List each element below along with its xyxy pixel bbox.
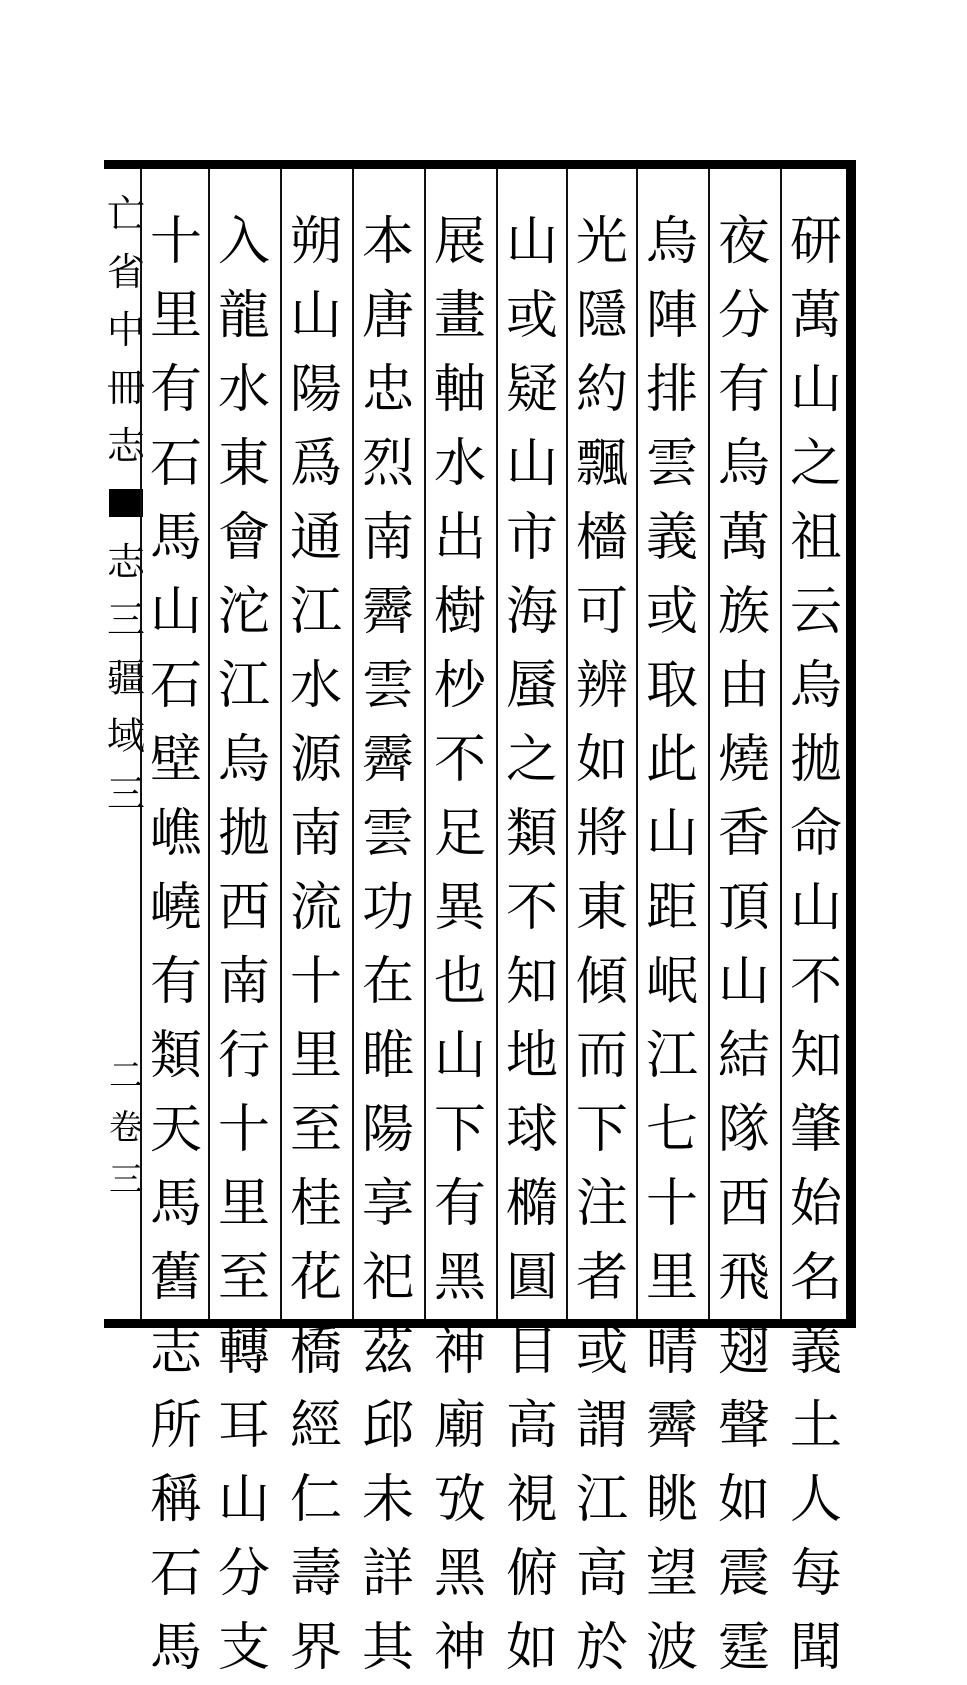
glyph: 入 [217, 212, 270, 272]
glyph: 如 [717, 1470, 770, 1530]
glyph: 或 [505, 286, 558, 346]
glyph: 東 [217, 434, 270, 494]
glyph: 霽 [645, 1396, 698, 1456]
glyph: 每 [789, 1544, 842, 1604]
glyph: 聲 [717, 1396, 770, 1456]
glyph: 山 [433, 1026, 486, 1086]
glyph: 山 [289, 286, 342, 346]
column-rule [424, 169, 426, 1319]
glyph: 知 [789, 1026, 842, 1086]
glyph: 如 [505, 1618, 558, 1678]
glyph: 知 [505, 952, 558, 1012]
glyph: 石 [149, 1544, 202, 1604]
glyph: 茲 [361, 1322, 414, 1382]
glyph: 花 [289, 1248, 342, 1308]
glyph: 山 [717, 952, 770, 1012]
glyph: 水 [433, 434, 486, 494]
glyph: 由 [717, 656, 770, 716]
text-column [428, 205, 492, 1678]
glyph: 頂 [717, 878, 770, 938]
glyph: 義 [645, 508, 698, 568]
glyph: 壽 [289, 1544, 342, 1604]
glyph: 烏 [217, 730, 270, 790]
glyph: 異 [433, 878, 486, 938]
glyph: 萬 [717, 508, 770, 568]
glyph: 攷 [433, 1470, 486, 1530]
glyph: 祖 [789, 508, 842, 568]
glyph: 里 [149, 286, 202, 346]
glyph: 七 [645, 1100, 698, 1160]
glyph: 翅 [717, 1322, 770, 1382]
glyph: 通 [289, 508, 342, 568]
glyph: 橋 [289, 1322, 342, 1382]
glyph: 望 [645, 1544, 698, 1604]
glyph: 嶕 [149, 804, 202, 864]
text-column [784, 205, 848, 1678]
glyph: 謂 [575, 1396, 628, 1456]
glyph: 十 [645, 1174, 698, 1234]
glyph: 祀 [361, 1248, 414, 1308]
glyph: 土 [789, 1396, 842, 1456]
column-rule [280, 169, 282, 1319]
glyph: 烏 [717, 434, 770, 494]
glyph: 人 [789, 1470, 842, 1530]
glyph: 江 [289, 582, 342, 642]
text-column [500, 205, 564, 1678]
glyph: 命 [789, 804, 842, 864]
glyph: 傾 [575, 952, 628, 1012]
glyph: 軸 [433, 360, 486, 420]
text-column [356, 205, 420, 1678]
glyph: 本 [361, 212, 414, 272]
glyph: 晴 [645, 1322, 698, 1382]
glyph: 注 [575, 1174, 628, 1234]
glyph: 水 [217, 360, 270, 420]
glyph: 神 [433, 1322, 486, 1382]
glyph: 雲 [361, 656, 414, 716]
glyph: 嶢 [149, 878, 202, 938]
glyph: 蜃 [505, 656, 558, 716]
margin-char: 冊 [106, 366, 145, 410]
glyph: 波 [645, 1618, 698, 1678]
glyph: 族 [717, 582, 770, 642]
glyph: 於 [575, 1618, 628, 1678]
glyph: 轉 [217, 1322, 270, 1382]
glyph: 邱 [361, 1396, 414, 1456]
glyph: 經 [289, 1396, 342, 1456]
glyph: 始 [789, 1174, 842, 1234]
glyph: 爲 [289, 434, 342, 494]
glyph: 廟 [433, 1396, 486, 1456]
glyph: 忠 [361, 360, 414, 420]
glyph: 沱 [217, 582, 270, 642]
glyph: 里 [217, 1174, 270, 1234]
glyph: 山 [645, 804, 698, 864]
glyph: 也 [433, 952, 486, 1012]
glyph: 霆 [717, 1618, 770, 1678]
glyph: 南 [217, 952, 270, 1012]
glyph: 耳 [217, 1396, 270, 1456]
glyph: 出 [433, 508, 486, 568]
glyph: 西 [217, 878, 270, 938]
glyph: 石 [149, 656, 202, 716]
glyph: 疑 [505, 360, 558, 420]
glyph: 黑 [433, 1248, 486, 1308]
glyph: 下 [433, 1100, 486, 1160]
glyph: 所 [149, 1396, 202, 1456]
glyph: 雲 [361, 804, 414, 864]
glyph: 分 [717, 286, 770, 346]
glyph: 十 [149, 212, 202, 272]
glyph: 圓 [505, 1248, 558, 1308]
glyph: 可 [575, 582, 628, 642]
text-column [712, 205, 776, 1678]
glyph: 霽 [361, 582, 414, 642]
glyph: 之 [505, 730, 558, 790]
glyph: 下 [575, 1100, 628, 1160]
glyph: 霽 [361, 730, 414, 790]
glyph: 馬 [149, 1174, 202, 1234]
column-rule [566, 169, 568, 1319]
glyph: 檣 [575, 508, 628, 568]
glyph: 里 [289, 1026, 342, 1086]
glyph: 江 [645, 1026, 698, 1086]
glyph: 山 [789, 360, 842, 420]
glyph: 將 [575, 804, 628, 864]
column-rule [140, 169, 142, 1319]
glyph: 或 [575, 1322, 628, 1382]
glyph: 東 [575, 878, 628, 938]
glyph: 肇 [789, 1100, 842, 1160]
glyph: 夜 [717, 212, 770, 272]
glyph: 杪 [433, 656, 486, 716]
glyph: 江 [575, 1470, 628, 1530]
glyph: 視 [505, 1470, 558, 1530]
glyph: 陣 [645, 286, 698, 346]
glyph: 結 [717, 1026, 770, 1086]
glyph: 橢 [505, 1174, 558, 1234]
glyph: 未 [361, 1470, 414, 1530]
text-column [212, 205, 276, 1678]
leaf-char: 三 [109, 1160, 143, 1200]
glyph: 高 [505, 1396, 558, 1456]
leaf-char: 二 [109, 1056, 143, 1096]
glyph: 取 [645, 656, 698, 716]
glyph: 天 [149, 1100, 202, 1160]
glyph: 朔 [289, 212, 342, 272]
margin-char: 域 [106, 714, 145, 758]
glyph: 石 [149, 434, 202, 494]
glyph: 而 [575, 1026, 628, 1086]
glyph: 功 [361, 878, 414, 938]
glyph: 志 [149, 1322, 202, 1382]
glyph: 陽 [289, 360, 342, 420]
column-rule [780, 169, 782, 1319]
glyph: 烏 [645, 212, 698, 272]
glyph: 界 [289, 1618, 342, 1678]
fish-tail-mark [109, 489, 143, 517]
glyph: 眺 [645, 1470, 698, 1530]
margin-char: 疆 [106, 656, 145, 700]
glyph: 燒 [717, 730, 770, 790]
glyph: 聞 [789, 1618, 842, 1678]
glyph: 畫 [433, 286, 486, 346]
glyph: 支 [217, 1618, 270, 1678]
glyph: 云 [789, 582, 842, 642]
glyph: 馬 [149, 1618, 202, 1678]
column-rule [352, 169, 354, 1319]
column-rule [208, 169, 210, 1319]
glyph: 壁 [149, 730, 202, 790]
glyph: 山 [505, 434, 558, 494]
margin-char: 三 [106, 772, 145, 816]
glyph: 不 [789, 952, 842, 1012]
glyph: 會 [217, 508, 270, 568]
glyph: 有 [149, 952, 202, 1012]
glyph: 約 [575, 360, 628, 420]
glyph: 類 [505, 804, 558, 864]
glyph: 山 [505, 212, 558, 272]
glyph: 享 [361, 1174, 414, 1234]
glyph: 烈 [361, 434, 414, 494]
glyph: 如 [575, 730, 628, 790]
glyph: 拋 [217, 804, 270, 864]
glyph: 水 [289, 656, 342, 716]
glyph: 萬 [789, 286, 842, 346]
glyph: 有 [149, 360, 202, 420]
glyph: 俯 [505, 1544, 558, 1604]
column-rule [636, 169, 638, 1319]
glyph: 詳 [361, 1544, 414, 1604]
margin-char: 省 [106, 250, 145, 294]
leaf-char: 卷 [109, 1108, 143, 1148]
margin-char: 志 [106, 424, 145, 468]
glyph: 距 [645, 878, 698, 938]
glyph: 展 [433, 212, 486, 272]
glyph: 不 [433, 730, 486, 790]
glyph: 唐 [361, 286, 414, 346]
glyph: 馬 [149, 508, 202, 568]
text-column [640, 205, 704, 1678]
glyph: 市 [505, 508, 558, 568]
text-column [570, 205, 634, 1678]
glyph: 義 [789, 1322, 842, 1382]
glyph: 仁 [289, 1470, 342, 1530]
column-rule [496, 169, 498, 1319]
glyph: 山 [217, 1470, 270, 1530]
glyph: 山 [149, 582, 202, 642]
glyph: 樹 [433, 582, 486, 642]
text-column [144, 205, 208, 1678]
glyph: 之 [789, 434, 842, 494]
margin-char: 志 [106, 540, 145, 584]
glyph: 龍 [217, 286, 270, 346]
glyph: 在 [361, 952, 414, 1012]
glyph: 南 [361, 508, 414, 568]
glyph: 震 [717, 1544, 770, 1604]
glyph: 稱 [149, 1470, 202, 1530]
glyph: 辨 [575, 656, 628, 716]
glyph: 拋 [789, 730, 842, 790]
glyph: 十 [217, 1100, 270, 1160]
glyph: 此 [645, 730, 698, 790]
glyph: 地 [505, 1026, 558, 1086]
glyph: 烏 [789, 656, 842, 716]
glyph: 研 [789, 212, 842, 272]
glyph: 源 [289, 730, 342, 790]
glyph: 足 [433, 804, 486, 864]
glyph: 里 [645, 1248, 698, 1308]
glyph: 分 [217, 1544, 270, 1604]
margin-char: 亡 [106, 192, 145, 236]
glyph: 類 [149, 1026, 202, 1086]
glyph: 西 [717, 1174, 770, 1234]
glyph: 光 [575, 212, 628, 272]
glyph: 桂 [289, 1174, 342, 1234]
glyph: 飛 [717, 1248, 770, 1308]
glyph: 不 [505, 878, 558, 938]
glyph: 雲 [645, 434, 698, 494]
glyph: 流 [289, 878, 342, 938]
glyph: 十 [289, 952, 342, 1012]
glyph: 者 [575, 1248, 628, 1308]
glyph: 江 [217, 656, 270, 716]
margin-char: 三 [106, 598, 145, 642]
glyph: 名 [789, 1248, 842, 1308]
glyph: 舊 [149, 1248, 202, 1308]
glyph: 隊 [717, 1100, 770, 1160]
glyph: 神 [433, 1618, 486, 1678]
glyph: 岷 [645, 952, 698, 1012]
glyph: 行 [217, 1026, 270, 1086]
glyph: 或 [645, 582, 698, 642]
glyph: 隱 [575, 286, 628, 346]
glyph: 飄 [575, 434, 628, 494]
glyph: 睢 [361, 1026, 414, 1086]
glyph: 高 [575, 1544, 628, 1604]
text-column [284, 205, 348, 1678]
glyph: 目 [505, 1322, 558, 1382]
glyph: 南 [289, 804, 342, 864]
glyph: 至 [289, 1100, 342, 1160]
glyph: 球 [505, 1100, 558, 1160]
glyph: 其 [361, 1618, 414, 1678]
glyph: 黑 [433, 1544, 486, 1604]
glyph: 至 [217, 1248, 270, 1308]
glyph: 有 [717, 360, 770, 420]
glyph: 海 [505, 582, 558, 642]
glyph: 有 [433, 1174, 486, 1234]
glyph: 排 [645, 360, 698, 420]
glyph: 山 [789, 878, 842, 938]
margin-char: 中 [106, 308, 145, 352]
column-rule [708, 169, 710, 1319]
glyph: 香 [717, 804, 770, 864]
glyph: 陽 [361, 1100, 414, 1160]
